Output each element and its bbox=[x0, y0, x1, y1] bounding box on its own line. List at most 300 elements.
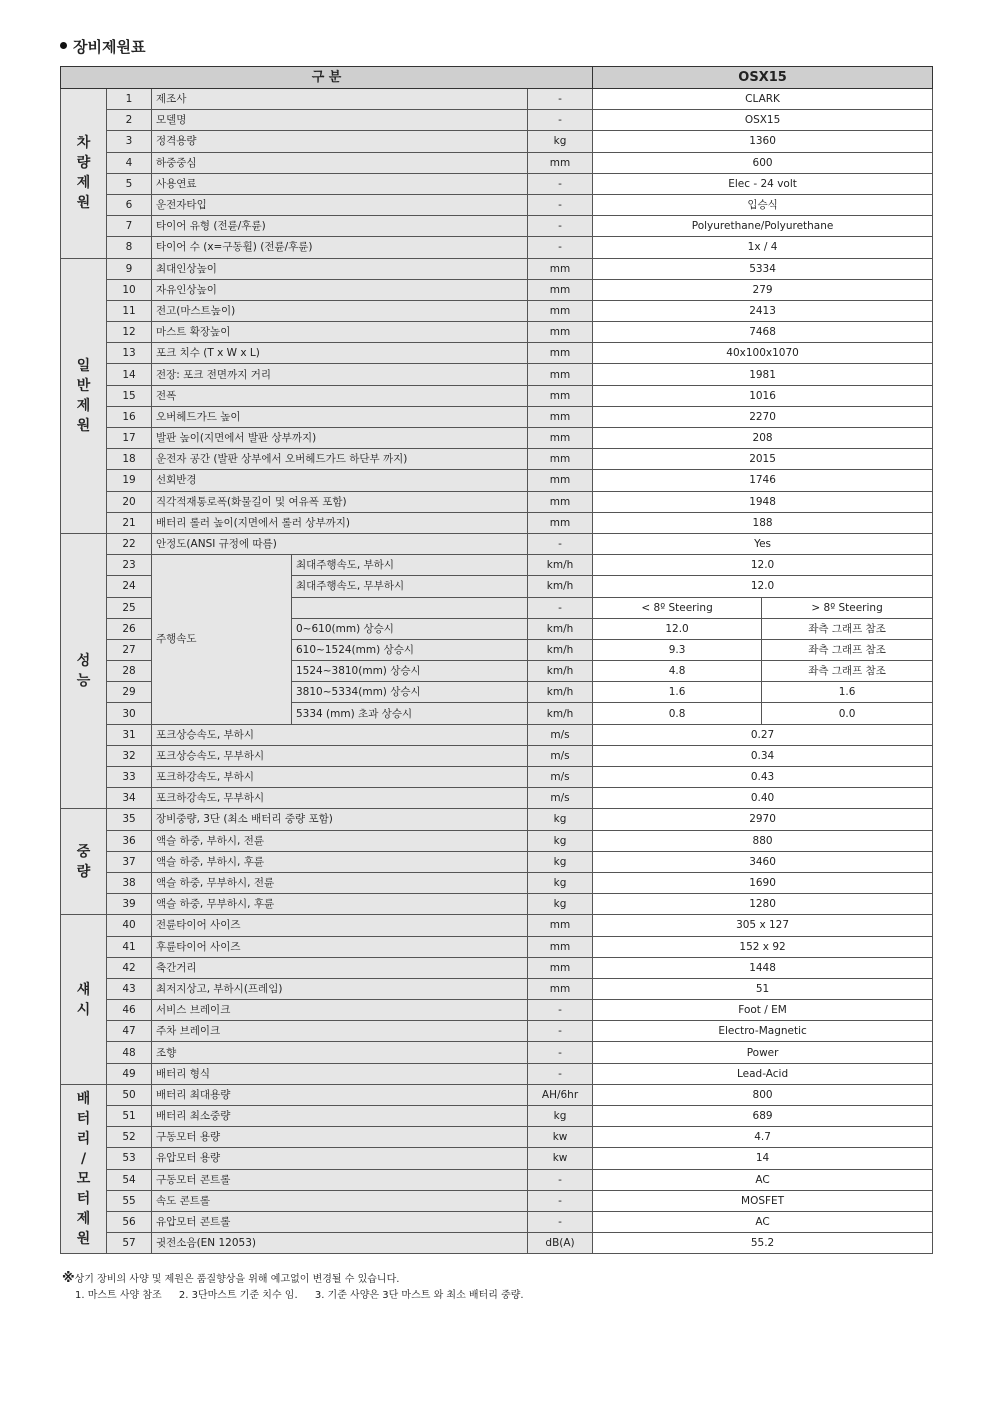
row-unit: km/h bbox=[528, 682, 593, 703]
row-value: Lead-Acid bbox=[593, 1063, 933, 1084]
category-char: 원 bbox=[76, 195, 91, 212]
table-row bbox=[61, 110, 933, 131]
table-row bbox=[61, 851, 933, 872]
row-number: 43 bbox=[107, 978, 152, 999]
table-row bbox=[61, 512, 933, 533]
row-value-2: 좌측 그래프 참조 bbox=[762, 661, 933, 682]
row-value: AC bbox=[593, 1169, 933, 1190]
row-name: 자유인상높이 bbox=[152, 279, 528, 300]
row-value: 4.7 bbox=[593, 1127, 933, 1148]
row-name: 전폭 bbox=[152, 385, 528, 406]
row-value: Elec - 24 volt bbox=[593, 173, 933, 194]
row-unit: - bbox=[528, 1169, 593, 1190]
row-name: 모델명 bbox=[152, 110, 528, 131]
row-unit: - bbox=[528, 194, 593, 215]
category-char: 모 bbox=[76, 1171, 91, 1188]
row-value: AC bbox=[593, 1211, 933, 1232]
row-name: 구동모터 콘트롤 bbox=[152, 1169, 528, 1190]
row-unit: km/h bbox=[528, 661, 593, 682]
row-number: 50 bbox=[107, 1084, 152, 1105]
table-row bbox=[61, 1169, 933, 1190]
row-value: 188 bbox=[593, 512, 933, 533]
row-unit: mm bbox=[528, 978, 593, 999]
row-unit: km/h bbox=[528, 555, 593, 576]
row-value: 880 bbox=[593, 830, 933, 851]
category-cell bbox=[61, 258, 107, 533]
category-char: 제 bbox=[76, 397, 91, 414]
row-name: 전륜타이어 사이즈 bbox=[152, 915, 528, 936]
row-number: 57 bbox=[107, 1233, 152, 1254]
row-name: 구동모터 용량 bbox=[152, 1127, 528, 1148]
table-row bbox=[61, 322, 933, 343]
table-row bbox=[61, 237, 933, 258]
page-title: 장비제원표 bbox=[60, 36, 145, 57]
row-value-2: > 8º Steering bbox=[762, 597, 933, 618]
row-number: 48 bbox=[107, 1042, 152, 1063]
row-name: 정격용량 bbox=[152, 131, 528, 152]
row-unit: km/h bbox=[528, 703, 593, 724]
row-name: 610~1524(mm) 상승시 bbox=[292, 639, 528, 660]
row-value: 7468 bbox=[593, 322, 933, 343]
table-row bbox=[61, 745, 933, 766]
row-number: 28 bbox=[107, 661, 152, 682]
row-number: 54 bbox=[107, 1169, 152, 1190]
row-unit: mm bbox=[528, 470, 593, 491]
category-char: 량 bbox=[76, 863, 91, 880]
row-name: 후륜타이어 사이즈 bbox=[152, 936, 528, 957]
category-cell bbox=[61, 809, 107, 915]
row-name: 오버헤드가드 높이 bbox=[152, 406, 528, 427]
row-name: 0~610(mm) 상승시 bbox=[292, 618, 528, 639]
category-char: 능 bbox=[76, 673, 91, 690]
table-row bbox=[61, 89, 933, 110]
row-name: 안정도(ANSI 규정에 따름) bbox=[152, 533, 528, 554]
table-header bbox=[61, 67, 933, 89]
row-value-2: 좌측 그래프 참조 bbox=[762, 639, 933, 660]
row-number: 25 bbox=[107, 597, 152, 618]
row-name: 타이어 유형 (전륜/후륜) bbox=[152, 216, 528, 237]
row-unit: - bbox=[528, 89, 593, 110]
row-number: 14 bbox=[107, 364, 152, 385]
row-value: 4.8 bbox=[593, 661, 762, 682]
row-name: 포크하강속도, 부하시 bbox=[152, 767, 528, 788]
row-unit: - bbox=[528, 597, 593, 618]
table-row bbox=[61, 978, 933, 999]
category-char: 반 bbox=[76, 377, 91, 394]
table-row bbox=[61, 343, 933, 364]
table-row bbox=[61, 1084, 933, 1105]
table-row bbox=[61, 194, 933, 215]
row-value: 305 x 127 bbox=[593, 915, 933, 936]
row-number: 7 bbox=[107, 216, 152, 237]
row-unit: mm bbox=[528, 957, 593, 978]
row-unit: m/s bbox=[528, 788, 593, 809]
row-name: 최대인상높이 bbox=[152, 258, 528, 279]
row-value: 5334 bbox=[593, 258, 933, 279]
row-number: 33 bbox=[107, 767, 152, 788]
row-value: 0.40 bbox=[593, 788, 933, 809]
row-value: Electro-Magnetic bbox=[593, 1021, 933, 1042]
header-category: 구 분 bbox=[61, 67, 593, 89]
row-number: 49 bbox=[107, 1063, 152, 1084]
row-value: 152 x 92 bbox=[593, 936, 933, 957]
row-unit: kg bbox=[528, 1106, 593, 1127]
row-name: 포크상승속도, 무부하시 bbox=[152, 745, 528, 766]
row-name: 제조사 bbox=[152, 89, 528, 110]
row-number: 23 bbox=[107, 555, 152, 576]
row-number: 2 bbox=[107, 110, 152, 131]
row-value: OSX15 bbox=[593, 110, 933, 131]
row-name: 포크 치수 (T x W x L) bbox=[152, 343, 528, 364]
row-number: 16 bbox=[107, 406, 152, 427]
row-number: 19 bbox=[107, 470, 152, 491]
row-number: 21 bbox=[107, 512, 152, 533]
spec-table bbox=[60, 66, 933, 1254]
row-unit: m/s bbox=[528, 724, 593, 745]
row-value: 208 bbox=[593, 428, 933, 449]
row-unit: - bbox=[528, 1063, 593, 1084]
row-number: 32 bbox=[107, 745, 152, 766]
row-unit: m/s bbox=[528, 767, 593, 788]
row-unit: mm bbox=[528, 915, 593, 936]
row-value: 12.0 bbox=[593, 618, 762, 639]
row-unit: km/h bbox=[528, 576, 593, 597]
table-row bbox=[61, 131, 933, 152]
row-unit: kw bbox=[528, 1148, 593, 1169]
row-number: 29 bbox=[107, 682, 152, 703]
row-name: 유압모터 콘트롤 bbox=[152, 1211, 528, 1232]
row-unit: mm bbox=[528, 300, 593, 321]
row-unit: kg bbox=[528, 851, 593, 872]
row-name: 액슬 하중, 무부하시, 전륜 bbox=[152, 872, 528, 893]
row-number: 46 bbox=[107, 1000, 152, 1021]
row-unit: - bbox=[528, 216, 593, 237]
table-row bbox=[61, 406, 933, 427]
row-name: 액슬 하중, 부하시, 후륜 bbox=[152, 851, 528, 872]
row-number: 1 bbox=[107, 89, 152, 110]
row-unit: kg bbox=[528, 872, 593, 893]
row-unit: - bbox=[528, 173, 593, 194]
table-row bbox=[61, 491, 933, 512]
row-unit: - bbox=[528, 1190, 593, 1211]
row-name: 속도 콘트롤 bbox=[152, 1190, 528, 1211]
row-value: 800 bbox=[593, 1084, 933, 1105]
row-name: 액슬 하중, 부하시, 전륜 bbox=[152, 830, 528, 851]
row-name: 포크하강속도, 무부하시 bbox=[152, 788, 528, 809]
row-value: 14 bbox=[593, 1148, 933, 1169]
row-name: 사용연료 bbox=[152, 173, 528, 194]
row-value: 1016 bbox=[593, 385, 933, 406]
category-cell bbox=[61, 915, 107, 1085]
row-unit: mm bbox=[528, 152, 593, 173]
row-value: 1360 bbox=[593, 131, 933, 152]
row-value: 1280 bbox=[593, 894, 933, 915]
category-char: 성 bbox=[76, 653, 91, 670]
row-value-2: 0.0 bbox=[762, 703, 933, 724]
row-name: 축간거리 bbox=[152, 957, 528, 978]
row-value: 0.8 bbox=[593, 703, 762, 724]
table-row bbox=[61, 1127, 933, 1148]
table-row bbox=[61, 300, 933, 321]
row-number: 24 bbox=[107, 576, 152, 597]
row-value: 3460 bbox=[593, 851, 933, 872]
bullet-icon bbox=[60, 42, 67, 49]
row-value: 55.2 bbox=[593, 1233, 933, 1254]
table-row bbox=[61, 809, 933, 830]
table-row bbox=[61, 1063, 933, 1084]
row-number: 35 bbox=[107, 809, 152, 830]
speed-group-label: 주행속도 bbox=[152, 555, 292, 725]
row-name: 유압모터 용량 bbox=[152, 1148, 528, 1169]
row-value-2: 좌측 그래프 참조 bbox=[762, 618, 933, 639]
row-unit: - bbox=[528, 237, 593, 258]
row-name: 배터리 최소중량 bbox=[152, 1106, 528, 1127]
row-number: 12 bbox=[107, 322, 152, 343]
row-unit: mm bbox=[528, 512, 593, 533]
table-row bbox=[61, 1106, 933, 1127]
row-value: 9.3 bbox=[593, 639, 762, 660]
category-char: 원 bbox=[76, 1231, 91, 1248]
row-unit: mm bbox=[528, 428, 593, 449]
row-unit: - bbox=[528, 1000, 593, 1021]
row-name: 운전자 공간 (발판 상부에서 오버헤드가드 하단부 까지) bbox=[152, 449, 528, 470]
category-char: 원 bbox=[76, 417, 91, 434]
table-row bbox=[61, 173, 933, 194]
row-unit: kg bbox=[528, 131, 593, 152]
table-row bbox=[61, 470, 933, 491]
row-unit: m/s bbox=[528, 745, 593, 766]
row-number: 36 bbox=[107, 830, 152, 851]
row-name: 서비스 브레이크 bbox=[152, 1000, 528, 1021]
row-value: CLARK bbox=[593, 89, 933, 110]
table-row bbox=[61, 364, 933, 385]
row-unit: mm bbox=[528, 449, 593, 470]
row-value: Polyurethane/Polyurethane bbox=[593, 216, 933, 237]
row-name: 주차 브레이크 bbox=[152, 1021, 528, 1042]
row-number: 47 bbox=[107, 1021, 152, 1042]
row-unit: mm bbox=[528, 364, 593, 385]
row-number: 41 bbox=[107, 936, 152, 957]
category-char: 배 bbox=[76, 1091, 91, 1108]
row-number: 31 bbox=[107, 724, 152, 745]
row-number: 30 bbox=[107, 703, 152, 724]
category-cell bbox=[61, 89, 107, 259]
row-name: 운전자타입 bbox=[152, 194, 528, 215]
row-number: 53 bbox=[107, 1148, 152, 1169]
row-value: 2270 bbox=[593, 406, 933, 427]
row-number: 3 bbox=[107, 131, 152, 152]
row-unit: kw bbox=[528, 1127, 593, 1148]
row-unit: kg bbox=[528, 809, 593, 830]
table-row bbox=[61, 957, 933, 978]
category-char: / bbox=[80, 1151, 87, 1168]
row-value: 0.27 bbox=[593, 724, 933, 745]
row-value: 51 bbox=[593, 978, 933, 999]
row-unit: km/h bbox=[528, 618, 593, 639]
row-number: 5 bbox=[107, 173, 152, 194]
row-value: 40x100x1070 bbox=[593, 343, 933, 364]
table-row bbox=[61, 385, 933, 406]
table-row bbox=[61, 279, 933, 300]
row-name: 발판 높이(지면에서 발판 상부까지) bbox=[152, 428, 528, 449]
row-value: 1448 bbox=[593, 957, 933, 978]
table-row bbox=[61, 1211, 933, 1232]
row-number: 55 bbox=[107, 1190, 152, 1211]
row-unit: mm bbox=[528, 279, 593, 300]
row-name: 포크상승속도, 부하시 bbox=[152, 724, 528, 745]
row-unit: km/h bbox=[528, 639, 593, 660]
category-cell bbox=[61, 1084, 107, 1254]
category-char: 섀 bbox=[76, 981, 91, 998]
table-row bbox=[61, 1021, 933, 1042]
row-number: 4 bbox=[107, 152, 152, 173]
row-value: 입승식 bbox=[593, 194, 933, 215]
category-char: 리 bbox=[76, 1131, 91, 1148]
row-name: 3810~5334(mm) 상승시 bbox=[292, 682, 528, 703]
row-value: 279 bbox=[593, 279, 933, 300]
row-unit: kg bbox=[528, 830, 593, 851]
header-model: OSX15 bbox=[593, 67, 933, 89]
table-row bbox=[61, 1233, 933, 1254]
row-number: 22 bbox=[107, 533, 152, 554]
row-number: 20 bbox=[107, 491, 152, 512]
row-number: 9 bbox=[107, 258, 152, 279]
row-name: 장비중량, 3단 (최소 배터리 중량 포함) bbox=[152, 809, 528, 830]
category-char: 시 bbox=[76, 1001, 91, 1018]
category-char: 터 bbox=[76, 1111, 91, 1128]
row-number: 10 bbox=[107, 279, 152, 300]
row-name: 최대주행속도, 무부하시 bbox=[292, 576, 528, 597]
category-char: 터 bbox=[76, 1191, 91, 1208]
row-value: 689 bbox=[593, 1106, 933, 1127]
row-unit: mm bbox=[528, 385, 593, 406]
table-row bbox=[61, 915, 933, 936]
row-value: 1690 bbox=[593, 872, 933, 893]
row-value: 1948 bbox=[593, 491, 933, 512]
category-cell bbox=[61, 533, 107, 808]
row-number: 8 bbox=[107, 237, 152, 258]
row-number: 18 bbox=[107, 449, 152, 470]
category-char: 일 bbox=[76, 357, 91, 374]
table-row bbox=[61, 767, 933, 788]
row-unit: mm bbox=[528, 258, 593, 279]
table-row bbox=[61, 449, 933, 470]
row-name: 직각적재통로폭(화물길이 및 여유폭 포함) bbox=[152, 491, 528, 512]
row-name: 배터리 형식 bbox=[152, 1063, 528, 1084]
category-char: 차 bbox=[76, 135, 91, 152]
row-number: 34 bbox=[107, 788, 152, 809]
row-value: 2015 bbox=[593, 449, 933, 470]
row-value-2: 1.6 bbox=[762, 682, 933, 703]
table-row bbox=[61, 936, 933, 957]
table-row bbox=[61, 216, 933, 237]
row-number: 26 bbox=[107, 618, 152, 639]
row-name: 액슬 하중, 무부하시, 후륜 bbox=[152, 894, 528, 915]
row-value: Yes bbox=[593, 533, 933, 554]
row-unit: mm bbox=[528, 936, 593, 957]
table-row bbox=[61, 258, 933, 279]
row-name: 선회반경 bbox=[152, 470, 528, 491]
row-number: 15 bbox=[107, 385, 152, 406]
category-char: 량 bbox=[76, 155, 91, 172]
row-value: 12.0 bbox=[593, 555, 933, 576]
row-name: 최대주행속도, 부하시 bbox=[292, 555, 528, 576]
row-number: 51 bbox=[107, 1106, 152, 1127]
row-unit: dB(A) bbox=[528, 1233, 593, 1254]
table-row bbox=[61, 428, 933, 449]
row-name: 조향 bbox=[152, 1042, 528, 1063]
row-unit: - bbox=[528, 1021, 593, 1042]
row-value: 2413 bbox=[593, 300, 933, 321]
row-number: 40 bbox=[107, 915, 152, 936]
row-value: Foot / EM bbox=[593, 1000, 933, 1021]
category-char: 제 bbox=[76, 1211, 91, 1228]
row-name: 배터리 최대용량 bbox=[152, 1084, 528, 1105]
table-row bbox=[61, 788, 933, 809]
row-value: < 8º Steering bbox=[593, 597, 762, 618]
row-name: 귓전소음(EN 12053) bbox=[152, 1233, 528, 1254]
row-value: Power bbox=[593, 1042, 933, 1063]
row-name: 배터리 롤러 높이(지면에서 롤러 상부까지) bbox=[152, 512, 528, 533]
row-value: 1746 bbox=[593, 470, 933, 491]
row-name: 전장: 포크 전면까지 거리 bbox=[152, 364, 528, 385]
row-unit: - bbox=[528, 1042, 593, 1063]
row-unit: mm bbox=[528, 491, 593, 512]
row-value: 1.6 bbox=[593, 682, 762, 703]
table-row bbox=[61, 152, 933, 173]
row-name: 마스트 확장높이 bbox=[152, 322, 528, 343]
row-number: 56 bbox=[107, 1211, 152, 1232]
row-number: 38 bbox=[107, 872, 152, 893]
row-value: 0.34 bbox=[593, 745, 933, 766]
row-value: 2970 bbox=[593, 809, 933, 830]
row-name: 1524~3810(mm) 상승시 bbox=[292, 661, 528, 682]
category-char: 중 bbox=[76, 843, 91, 860]
row-value: MOSFET bbox=[593, 1190, 933, 1211]
row-number: 52 bbox=[107, 1127, 152, 1148]
table-row bbox=[61, 830, 933, 851]
table-row bbox=[61, 555, 933, 576]
row-value: 0.43 bbox=[593, 767, 933, 788]
footnote: ※상기 장비의 사양 및 제원은 품질향상을 위해 예고없이 변경될 수 있습니다. 1. 마스트 사양 참조 2. 3단마스트 기준 치수 임. 3. 기준 사양은 3단 마스트 와 최소 배터리 중량. bbox=[62, 1271, 524, 1301]
row-number: 6 bbox=[107, 194, 152, 215]
table-row bbox=[61, 872, 933, 893]
row-unit: - bbox=[528, 533, 593, 554]
row-value: 12.0 bbox=[593, 576, 933, 597]
row-unit: AH/6hr bbox=[528, 1084, 593, 1105]
row-unit: - bbox=[528, 110, 593, 131]
row-name: 5334 (mm) 초과 상승시 bbox=[292, 703, 528, 724]
row-number: 13 bbox=[107, 343, 152, 364]
row-number: 17 bbox=[107, 428, 152, 449]
table-row bbox=[61, 533, 933, 554]
row-number: 42 bbox=[107, 957, 152, 978]
row-value: 1981 bbox=[593, 364, 933, 385]
table-row bbox=[61, 1190, 933, 1211]
row-unit: - bbox=[528, 1211, 593, 1232]
table-row bbox=[61, 1042, 933, 1063]
table-row bbox=[61, 1148, 933, 1169]
table-row bbox=[61, 1000, 933, 1021]
row-number: 37 bbox=[107, 851, 152, 872]
table-row bbox=[61, 894, 933, 915]
row-name: 최저지상고, 부하시(프레임) bbox=[152, 978, 528, 999]
row-number: 39 bbox=[107, 894, 152, 915]
row-unit: mm bbox=[528, 406, 593, 427]
row-name: 타이어 수 (x=구동휠) (전륜/후륜) bbox=[152, 237, 528, 258]
row-number: 27 bbox=[107, 639, 152, 660]
row-name: 하중중심 bbox=[152, 152, 528, 173]
